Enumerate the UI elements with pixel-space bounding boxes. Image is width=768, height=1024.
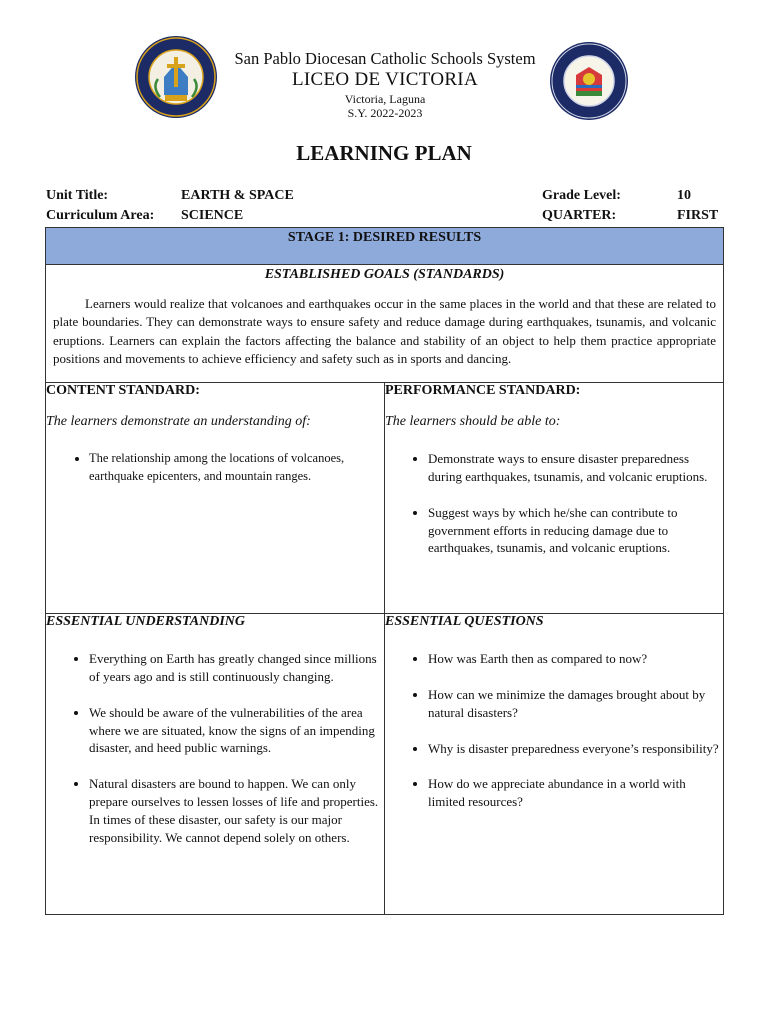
list-item: • Suggest ways by which he/she can contribute to government efforts in reducing damage due to earthquakes, tsunamis, and volcanic eruptions. (428, 504, 723, 557)
curriculum-area-value: SCIENCE (181, 208, 244, 223)
grade-level-label: Grade Level: (542, 188, 621, 203)
performance-standard-heading: PERFORMANCE STANDARD: (385, 383, 581, 399)
school-system-name: San Pablo Diocesan Catholic Schools System (234, 49, 536, 68)
established-goals-heading: ESTABLISHED GOALS (STANDARDS) (264, 267, 505, 282)
content-standard-cell (46, 383, 385, 614)
diocesan-seal-icon (134, 35, 218, 119)
essential-questions-cell (385, 614, 724, 915)
essential-understanding-list (46, 650, 384, 846)
established-goals-text: Learners would realize that volcanoes and earthquakes occur in the same places in the world and that these are related to plate boundaries. They can demonstrate ways to ensure safety and reduce damage during earthquakes, tsunamis, and volcanic eruptions. Learners can explain the factors affecting the balance and stability of an object to help them practice appropriate positions and movements to achieve efficiency and safety such as in sports and dancing. (53, 296, 717, 366)
performance-standard-list (385, 450, 723, 557)
essential-understanding-heading: ESSENTIAL UNDERSTANDING (46, 614, 246, 630)
quarter-value: FIRST (677, 208, 719, 223)
content-standard-intro: The learners demonstrate an understanding of: (46, 414, 311, 430)
list-item: • How was Earth then as compared to now? (428, 650, 723, 668)
performance-standard-cell (385, 383, 724, 614)
essential-understanding-cell (46, 614, 385, 915)
list-item: • Demonstrate ways to ensure disaster preparedness during earthquakes, tsunamis, and volcanic eruptions. (428, 450, 723, 486)
essential-questions-heading: ESSENTIAL QUESTIONS (385, 614, 544, 630)
school-location: Victoria, Laguna (344, 92, 426, 106)
liceo-de-victoria-seal-icon (549, 41, 629, 121)
unit-title-label: Unit Title: (46, 188, 109, 203)
stage-heading: STAGE 1: DESIRED RESULTS (46, 228, 724, 265)
content-standard-list (46, 450, 384, 486)
school-year: S.Y. 2022-2023 (347, 106, 423, 120)
list-item: • Natural disasters are bound to happen. We can only prepare ourselves to lessen losses of life and properties. In times of these disaster, our safety is our major responsibility. We cannot depend solely on others. (89, 775, 384, 846)
list-item: • How can we minimize the damages brought about by natural disasters? (428, 686, 723, 722)
grade-level-value: 10 (677, 188, 691, 203)
curriculum-area-label: Curriculum Area: (46, 208, 155, 223)
content-standard-heading: CONTENT STANDARD: (46, 383, 200, 399)
established-goals-cell (46, 265, 724, 383)
performance-standard-intro: The learners should be able to: (385, 414, 561, 430)
list-item: • We should be aware of the vulnerabilities of the area where we are situated, know the signs of an impending disaster, and heed public warnings. (89, 704, 384, 757)
unit-title-value: EARTH & SPACE (181, 188, 294, 203)
list-item: • Everything on Earth has greatly changed since millions of years ago and is still continuously changing. (89, 650, 384, 686)
list-item: • Why is disaster preparedness everyone’s responsibility? (428, 740, 723, 758)
essential-questions-list (385, 650, 723, 811)
document-title: LEARNING PLAN (296, 141, 472, 165)
list-item: • How do we appreciate abundance in a world with limited resources? (428, 775, 723, 811)
quarter-label: QUARTER: (542, 208, 617, 223)
school-name: LICEO DE VICTORIA (292, 69, 478, 90)
learning-plan-table (45, 227, 724, 915)
list-item: • The relationship among the locations of volcanoes, earthquake epicenters, and mountain ranges. (89, 450, 384, 486)
